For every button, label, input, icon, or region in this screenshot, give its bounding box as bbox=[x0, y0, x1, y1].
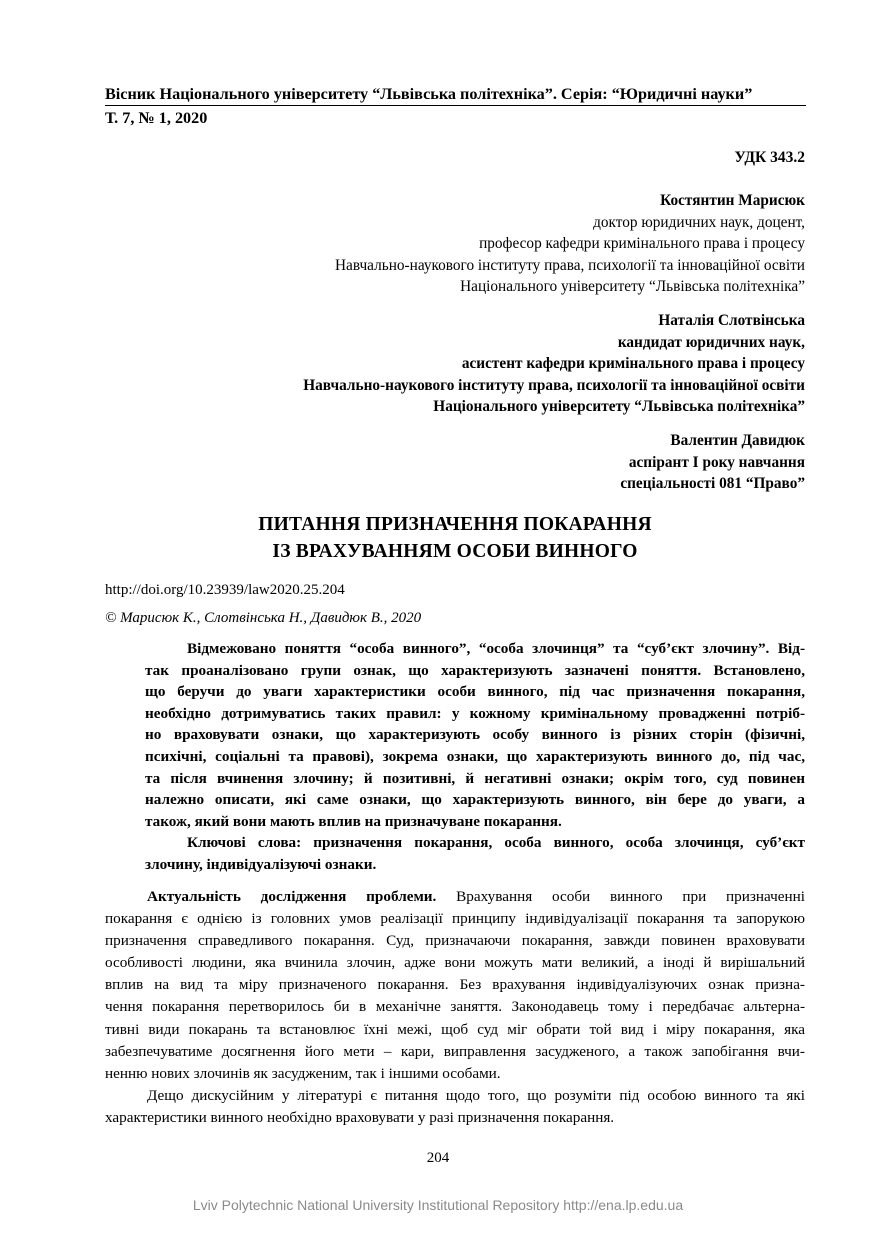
body-line: Дещо дискусійним у літературі є питання щодо того, що розуміти під особою винного та які bbox=[147, 1086, 805, 1104]
body-line bbox=[105, 886, 805, 908]
author-degree: доктор юридичних наук, доцент, bbox=[593, 213, 805, 231]
header-rule bbox=[105, 105, 806, 106]
body-line: чення покарання перетворилось би в механічне заняття. Законодавець тому і передбачає альтерна- bbox=[105, 998, 805, 1016]
author-position: аспірант І року навчання bbox=[628, 453, 805, 471]
body-line: особливості людини, яка вчинила злочин, адже вони можуть мати великий, а іноді й вирішальний bbox=[105, 954, 805, 972]
author-position: професор кафедри кримінального права і процесу bbox=[479, 235, 805, 252]
author-name: Валентин Давидюк bbox=[670, 432, 805, 449]
abstract-line: та після вчинення злочину; й позитивні, й негативні ознаки; окрім того, суд повинен bbox=[145, 769, 805, 787]
keywords-line: злочину, індивідуалізуючі ознаки. bbox=[145, 855, 377, 873]
page-number: 204 bbox=[426, 1150, 450, 1166]
title-line-1: ПИТАННЯ ПРИЗНАЧЕННЯ ПОКАРАННЯ bbox=[258, 514, 652, 535]
body-line: призначення справедливого покарання. Суд, призначаючи покарання, завжди повинен враховувати bbox=[105, 932, 805, 950]
copyright: © Марисюк К., Слотвінська Н., Давидюк В., 2020 bbox=[105, 610, 422, 626]
author-name: Наталія Слотвінська bbox=[658, 312, 805, 329]
abstract-line: також, який вони мають вплив на призначуване покарання. bbox=[145, 812, 562, 830]
repository-footer: Lviv Polytechnic National University Institutional Repository http://ena.lp.edu.ua bbox=[192, 1197, 684, 1213]
abstract-line: необхідно дотримуватись таких правил: у кожному кримінальному провадженні потріб- bbox=[145, 704, 805, 722]
body-line: покарання є однією із головних умов реалізації принципу індивідуалізації покарання та запорукою bbox=[105, 910, 805, 928]
abstract-line: належно описати, які саме ознаки, що характеризують винного, він бере до уваги, а bbox=[145, 791, 805, 809]
body-line: ненню нових злочинів як засудженим, так і іншими особами. bbox=[105, 1064, 501, 1082]
author-position: асистент кафедри кримінального права і процесу bbox=[461, 355, 805, 372]
body-text: Врахування особи винного при призначенні bbox=[436, 888, 806, 905]
body-line: забезпечуватиме досягнення його мети – кари, виправлення засудженого, а також запобігання вчи- bbox=[105, 1042, 805, 1060]
abstract-line: но враховувати ознаки, що характеризують особу винного із різних сторін (фізичні, bbox=[145, 726, 805, 744]
section-heading: Актуальність дослідження проблеми. bbox=[147, 888, 437, 905]
author-block-3 bbox=[620, 430, 805, 495]
body-line: тивні види покарань та встановлює їхні межі, щоб суд міг обрати той вид і міру покарання, яка bbox=[105, 1020, 805, 1038]
abstract-line: Відмежовано поняття “особа винного”, “особа злочинця” та “суб’єкт злочину”. Від- bbox=[187, 640, 805, 657]
abstract-line: так проаналізовано групи ознак, що характеризують зазначені поняття. Встановлено, bbox=[145, 661, 805, 679]
author-university: Національного університету “Львівська політехніка” bbox=[460, 278, 805, 295]
abstract bbox=[145, 638, 805, 876]
doi-link[interactable]: http://doi.org/10.23939/law2020.25.204 bbox=[105, 582, 345, 598]
keywords-line: Ключові слова: призначення покарання, особа винного, особа злочинця, суб’єкт bbox=[187, 834, 805, 852]
author-degree: кандидат юридичних наук, bbox=[617, 333, 805, 351]
abstract-line: що беручи до уваги характеристики особи винного, під час призначення покарання, bbox=[145, 683, 805, 701]
author-block-1 bbox=[335, 190, 805, 298]
body-line: вплив на вид та міру призначеного покарання. Без врахування індивідуалізуючих ознак призна- bbox=[105, 976, 805, 994]
article-title bbox=[105, 511, 805, 565]
title-line-2: ІЗ ВРАХУВАННЯМ ОСОБИ ВИННОГО bbox=[272, 541, 638, 562]
author-institute: Навчально-наукового інституту права, психології та інноваційної освіти bbox=[335, 256, 805, 274]
journal-title: Вісник Національного університету “Львівська політехніка”. Серія: “Юридичні науки” bbox=[105, 85, 753, 103]
udc-code: УДК 343.2 bbox=[734, 149, 805, 166]
author-institute: Навчально-наукового інституту права, психології та інноваційної освіти bbox=[303, 376, 805, 394]
body-line: характеристики винного необхідно враховувати у разі призначення покарання. bbox=[105, 1108, 615, 1126]
abstract-line: психічні, соціальні та правові), зокрема ознаки, що характеризують винного до, під час, bbox=[145, 747, 805, 765]
journal-volume: Т. 7, № 1, 2020 bbox=[105, 109, 208, 127]
article-body bbox=[105, 886, 805, 1129]
author-block-2 bbox=[303, 310, 805, 418]
author-specialty: спеціальності 081 “Право” bbox=[620, 475, 805, 492]
author-university: Національного університету “Львівська політехніка” bbox=[433, 398, 805, 415]
author-name: Костянтин Марисюк bbox=[660, 192, 805, 209]
